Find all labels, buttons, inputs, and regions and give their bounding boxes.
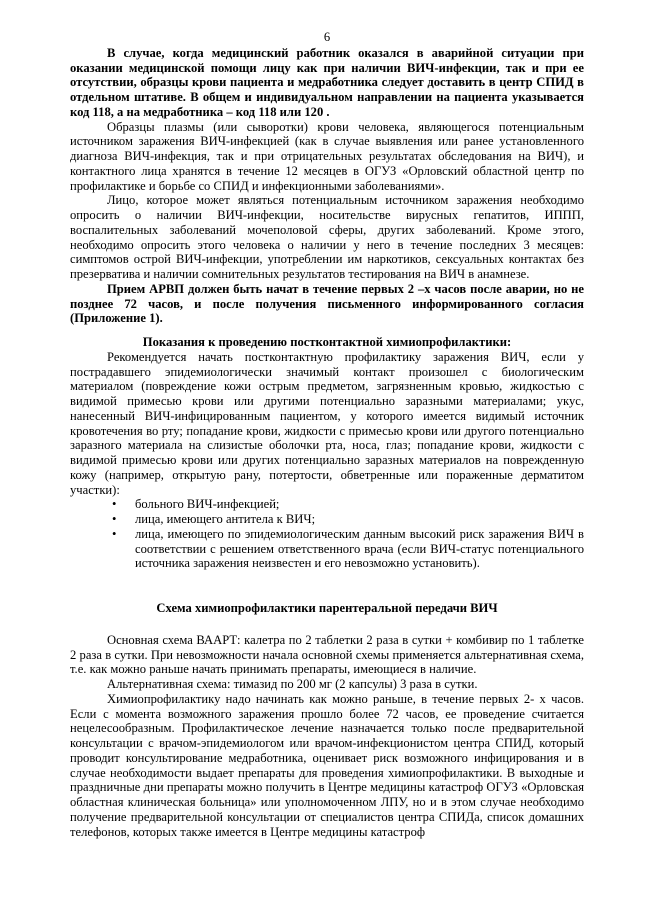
paragraph-chemoprophylaxis-timing: Химиопрофилактику надо начинать как можно раньше, в течение первых 2- х часов. Если с момента возможного заражения прошло более 72 часов, ее проведение считается нецелесообразным. Профилактическое лечение назначается только после предварительной консультации с врачом-эпидемиологом или врачом-инфекционистом центра СПИД, который проводит консультирование медработника, оценивает риск возможного инфицирования и в случае необходимости выдает препараты для проведения химиопрофилактики. В выходные и праздничные дни препараты можно получить в Центре медицины катастроф ОГУЗ «Орловская областная клиническая больница» или уполномоченном ЛПУ, но и в этом случае необходимо получение предварительной консультации от специалистов центра СПИДа, список домашних телефонов, которых также имеется в Центре медицины катастроф xyxy=(70,691,584,839)
page-number: 6 xyxy=(323,30,331,44)
list-item-epidemiological-risk: • лица, имеющего по эпидемиологическим данным высокий риск заражения ВИЧ в соответствии с решением ответственного врача (если ВИЧ-статус потенциального источника заражения неизвестен и его невозможно установить). xyxy=(70,527,584,571)
list-item-antibodies: • лица, имеющего антитела к ВИЧ; xyxy=(70,512,584,527)
paragraph-accident-procedure: В случае, когда медицинский работник оказался в аварийной ситуации при оказании медицинской помощи лицу как при наличии ВИЧ-инфекции, так и при ее отсутствии, образцы крови пациента и медработника следует доставить в центр СПИД в отдельном штативе. В общем и индивидуальном направлении на пациента указывается код 118, а на медработника – код 118 или 120 . xyxy=(70,45,584,119)
paragraph-prophylaxis-recommendation: Рекомендуется начать постконтактную профилактику заражения ВИЧ, если у пострадавшего эпидемиологически значимый контакт произошел с биологическим материалом (повреждение кожи острым предметом, загрязненным кровью, жидкостью с видимой примесью крови или другими потенциально заразными материалами; укус, нанесенный ВИЧ-инфицированным пациентом, у которого имеется видимый источник кровотечения во рту; попадание крови, жидкости с примесью крови или другого потенциально заразного материала на слизистые оболочки рта, носа, глаз; попадание крови, жидкости с видимой примесью крови или других потенциально заразных материалов на поврежденную кожу (например, открытую рану, потертости, обветренные или пораженные дерматитом участки): xyxy=(70,349,584,497)
paragraph-alternative-scheme: Альтернативная схема: тимазид по 200 мг (2 капсулы) 3 раза в сутки. xyxy=(107,677,478,691)
heading-chemoprophylaxis-scheme: Схема химиопрофилактики парентеральной передачи ВИЧ xyxy=(156,601,498,615)
bullet-list xyxy=(70,497,584,571)
paragraph-arvp-timing: Прием АРВП должен быть начат в течение первых 2 –х часов после аварии, но не позднее 72 часов, и после получения письменного информированного согласия (Приложение 1). xyxy=(70,281,584,326)
heading-postcontact-indications: Показания к проведению постконтактной химиопрофилактики: xyxy=(142,335,512,349)
paragraph-main-scheme: Основная схема ВААРТ: калетра по 2 таблетки 2 раза в сутки + комбивир по 1 таблетке 2 раза в сутки. При невозможности начала основной схемы применяется альтернативная схема, т.е. как можно раньше начать принимать препараты, имеющиеся в наличие. xyxy=(70,632,584,677)
paragraph-blood-samples-storage: Образцы плазмы (или сыворотки) крови человека, являющегося потенциальным источником заражения ВИЧ-инфекцией (как в случае выявления или ранее установленного диагноза ВИЧ-инфекция, так и при отрицательных результатах обследования на ВИЧ), и контактного лица хранятся в течение 12 месяцев в ОГУЗ «Орловский областной центр по профилактике и борьбе со СПИД и инфекционными заболеваниями». xyxy=(70,119,584,193)
paragraph-source-interview: Лицо, которое может являться потенциальным источником заражения необходимо опросить о наличии ВИЧ-инфекции, носительстве вирусных гепатитов, ИППП, воспалительных заболеваний мочеполовой сферы, других заболеваний. Кроме этого, необходимо опросить этого человека о наличии у него в течение последних 3 месяцев: симптомов острой ВИЧ-инфекции, употреблении им наркотиков, сексуальных контактах без презерватива и наличии сомнительных результатов тестирования на ВИЧ в анамнезе. xyxy=(70,193,584,281)
list-item-hiv-patient: • больного ВИЧ-инфекцией; xyxy=(70,497,584,512)
